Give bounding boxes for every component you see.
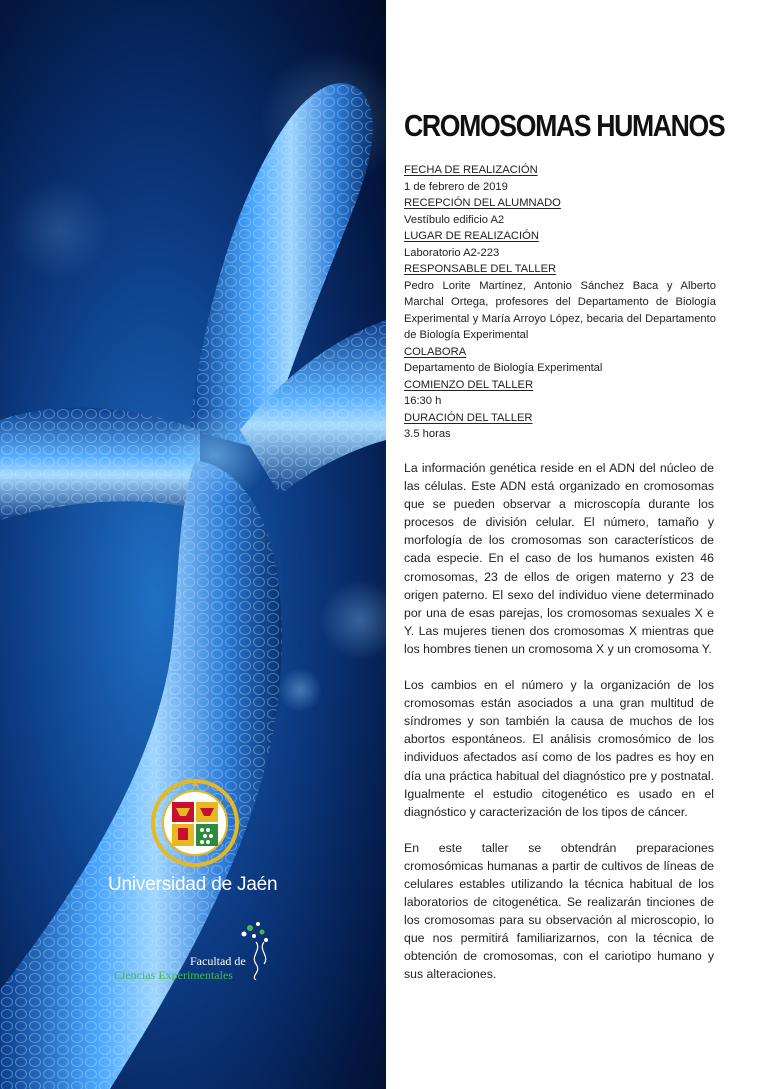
info-label-collaborator: COLABORA <box>404 345 467 358</box>
info-value-start: 16:30 h <box>404 395 442 407</box>
info-value-duration: 3.5 horas <box>404 428 451 440</box>
event-info-list <box>404 162 716 443</box>
info-value-date: 1 de febrero de 2019 <box>404 180 508 193</box>
info-label-responsible: RESPONSABLE DEL TALLER <box>404 263 557 275</box>
info-label-location: LUGAR DE REALIZACIÓN <box>404 230 539 242</box>
info-value-reception: Vestíbulo edificio A2 <box>404 213 505 226</box>
paragraph-changes: Los cambios en el número y la organización de los cromosomas están asociados a una gran multitud de síndromes y son también la causa de muchos de los abortos espontáneos. El análisis cromosómico de los individuos afectados así como de los padres es hoy en día una práctica habitual del diagnóstico pre y postnatal. Igualmente el estudio citogenético es usado en el diagnóstico y caracterización de los tipos de cáncer. <box>404 678 714 819</box>
info-label-duration: DURACIÓN DEL TALLER <box>404 411 533 424</box>
info-value-collaborator: Departamento de Biología Experimental <box>404 362 603 374</box>
paragraph-genetics: La información genética reside en el ADN del núcleo de las células. Este ADN está organizado en cromosomas que se pueden observar a microscopía durante los procesos de división celular. El número, tamaño y morfología de los cromosomas son característicos de cada especie. En el caso de los humanos existen 46 cromosomas, 23 de ellos de origen materno y 23 de origen paterno. El sexo del individuo viene determinado por una de esas parejas, los cromosomas sexuales X e Y. Las mujeres tienen dos cromosomas X mientras que los hombres tienen un cromosoma X y un cromosoma Y. <box>404 461 714 656</box>
info-value-location: Laboratorio A2-223 <box>404 246 500 259</box>
faculty-name-line1: Facultad de <box>190 954 246 968</box>
university-name: Universidad de Jaén <box>108 874 278 895</box>
info-label-start: COMIENZO DEL TALLER <box>404 378 534 391</box>
info-value-responsible: Pedro Lorite Martínez, Antonio Sánchez Baca y Alberto Marchal Ortega, profesores del Departamento de Biología Experimental y María Arroyo López, becaria del Departamento de Biología Experimental <box>404 279 716 341</box>
page-title: CROMOSOMAS HUMANOS <box>404 108 725 143</box>
paragraph-workshop: En este taller se obtendrán preparaciones cromosómicas humanas a partir de cultivos de líneas de celulares estables utilizando la técnica habitual de los laboratorios de citogenética. Se realizarán tinciones de los cromosomas para su observación al microscopio, lo que nos permitirá familiarizarnos, con la técnica de obtención de cromosomas, con el cariotipo humano y sus alteraciones. <box>404 840 714 982</box>
faculty-name-line2: Ciencias Experimentales <box>114 968 233 982</box>
info-label-date: FECHA DE REALIZACIÓN <box>404 164 538 176</box>
info-label-reception: RECEPCIÓN DEL ALUMNADO <box>404 197 561 209</box>
university-seal-icon <box>100 778 300 868</box>
description-body <box>404 459 714 1002</box>
